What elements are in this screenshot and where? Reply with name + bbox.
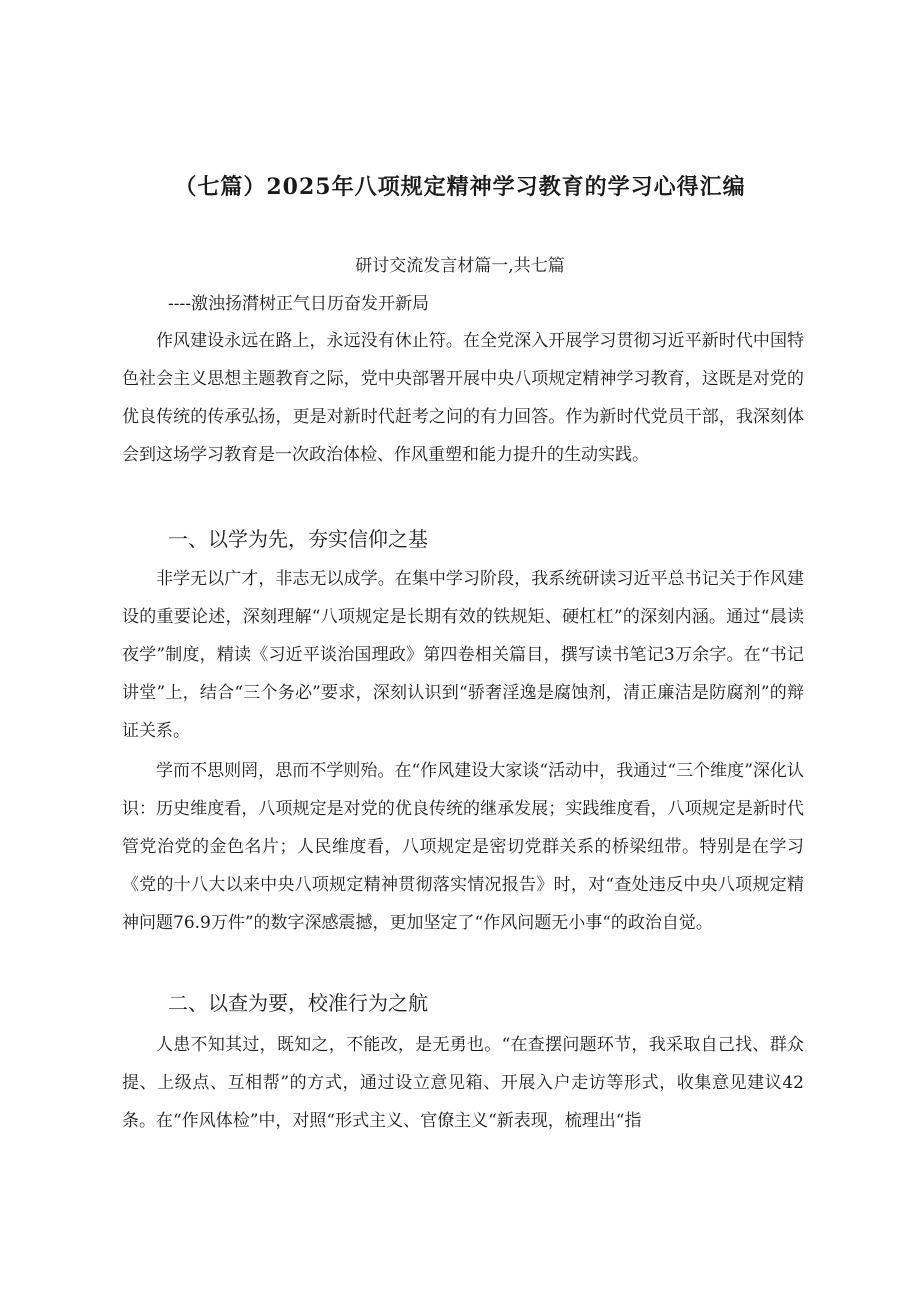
section-heading-2: 二、以查为要，校准行为之航	[168, 991, 428, 1015]
section-heading-1: 一、以学为先，夯实信仰之基	[168, 527, 428, 551]
section2-paragraph-1: 人患不知其过，既知之，不能改，是无勇也。“在查摆问题环节，我采取自己找、群众提、上级点、互相帮”的方式，通过设立意见箱、开展入户走访等形式，收集意见建议42条。在“作风体检”中，对照“形式主义、官僚主义“新表现，梳理出“指	[122, 1035, 804, 1131]
section1-paragraph-2: 学而不思则罔，思而不学则殆。在“作风建设大家谈“活动中，我通过“三个维度”深化认识：历史维度看，八项规定是对党的优良传统的继承发展；实践维度看，八项规定是新时代管党治党的金色名片；人民维度看，八项规定是密切党群关系的桥梁纽带。特别是在学习《党的十八大以来中央八项规定精神贯彻落实情况报告》时，对“查处违反中央八项规定精神问题76.9万件”的数字深感震撼，更加坚定了“作风问题无小事“的政治自觉。	[122, 761, 804, 933]
intro-paragraph: 作风建设永远在路上，永远没有休止符。在全党深入开展学习贯彻习近平新时代中国特色社会主义思想主题教育之际，党中央部署开展中央八项规定精神学习教育，这既是对党的优良传统的传承弘扬，更是对新时代赶考之问的有力回答。作为新时代党员干部，我深刻体会到这场学习教育是一次政治体检、作风重塑和能力提升的生动实践。	[122, 331, 804, 465]
section1-paragraph-1: 非学无以广才，非志无以成学。在集中学习阶段，我系统研读习近平总书记关于作风建设的重要论述，深刻理解“八项规定是长期有效的铁规矩、硬杠杠”的深刻内涵。通过“晨读夜学”制度，精读《习近平谈治国理政》第四卷相关篇目，撰写读书笔记3万余字。在“书记讲堂”上，结合“三个务必”要求，深刻认识到“骄奢淫逸是腐蚀剂，清正廉洁是防腐剂”的辩证关系。	[122, 569, 804, 741]
document-subtitle: 研讨交流发言材篇一,共七篇	[355, 256, 565, 276]
document-title: （七篇）2025年八项规定精神学习教育的学习心得汇编	[174, 174, 746, 200]
document-tagline: ----激浊扬潸树正气日历奋发开新局	[168, 294, 429, 314]
